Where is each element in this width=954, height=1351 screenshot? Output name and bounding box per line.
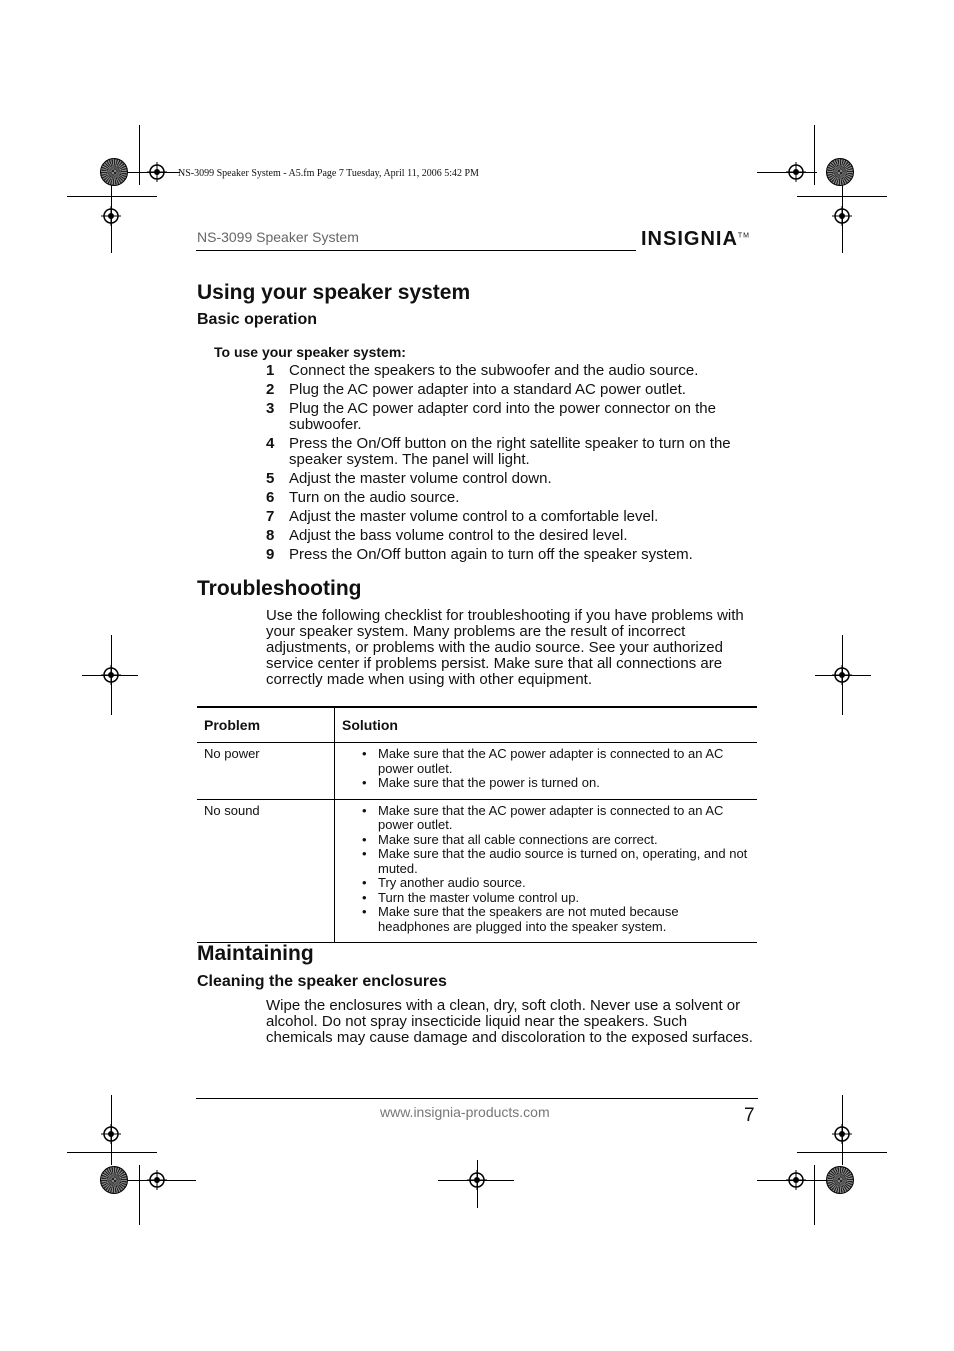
table-row bbox=[197, 799, 757, 943]
registration-crosshair-icon bbox=[786, 1170, 806, 1190]
registration-crosshair-icon bbox=[101, 206, 121, 226]
section-title-maintaining: Maintaining bbox=[197, 942, 314, 965]
color-target-icon bbox=[826, 158, 854, 186]
registration-crosshair-icon bbox=[832, 1124, 852, 1144]
step-text: Connect the speakers to the subwoofer and the audio source. bbox=[289, 362, 699, 379]
step-number: 1 bbox=[266, 362, 275, 379]
solution-cell bbox=[335, 799, 758, 943]
color-target-icon bbox=[100, 1166, 128, 1194]
logo-text: INSIGNIA bbox=[641, 228, 738, 250]
step-text: Adjust the master volume control to a comfortable level. bbox=[289, 508, 659, 525]
solution-item: • Make sure that all cable connections are correct. bbox=[362, 833, 750, 848]
subsection-title-basic-operation: Basic operation bbox=[197, 311, 318, 328]
solution-item: • Turn the master volume control up. bbox=[362, 891, 750, 906]
table-header-row bbox=[197, 707, 757, 743]
step-text: Adjust the master volume control down. bbox=[289, 470, 552, 487]
step-item bbox=[266, 547, 758, 563]
registration-crosshair-icon bbox=[832, 206, 852, 226]
subsection-title-cleaning: Cleaning the speaker enclosures bbox=[197, 973, 447, 990]
solution-item: • Try another audio source. bbox=[362, 876, 750, 891]
registration-crosshair-icon bbox=[101, 665, 121, 685]
step-text: Press the On/Off button on the right satellite speaker to turn on the speaker system. The panel will light. bbox=[289, 435, 731, 468]
column-header-problem: Problem bbox=[197, 707, 335, 743]
step-item bbox=[266, 509, 758, 525]
maintaining-body: Wipe the enclosures with a clean, dry, soft cloth. Never use a solvent or alcohol. Do not spray insecticide liquid near the speakers. Such chemicals may cause damage and discoloration to the exposed surfaces. bbox=[266, 997, 753, 1046]
table-row bbox=[197, 743, 757, 800]
step-text: Plug the AC power adapter cord into the power connector on the subwoofer. bbox=[289, 400, 716, 433]
solution-item: • Make sure that the AC power adapter is connected to an AC power outlet. bbox=[362, 804, 750, 833]
procedure-title: To use your speaker system: bbox=[214, 344, 406, 360]
step-item bbox=[266, 471, 758, 487]
step-text: Press the On/Off button again to turn off the speaker system. bbox=[289, 546, 693, 563]
steps-list bbox=[266, 363, 758, 566]
solution-item: • Make sure that the AC power adapter is connected to an AC power outlet. bbox=[362, 747, 750, 776]
registration-crosshair-icon bbox=[467, 1170, 487, 1190]
step-item bbox=[266, 363, 758, 379]
running-header-title: NS-3099 Speaker System bbox=[197, 229, 359, 245]
problem-cell: No sound bbox=[197, 799, 335, 943]
section-title-troubleshooting: Troubleshooting bbox=[197, 577, 362, 600]
solution-cell bbox=[335, 743, 758, 800]
solution-list bbox=[342, 804, 750, 935]
problem-cell: No power bbox=[197, 743, 335, 800]
step-number: 9 bbox=[266, 546, 275, 563]
page-number: 7 bbox=[744, 1105, 755, 1126]
step-number: 8 bbox=[266, 527, 275, 544]
column-header-solution: Solution bbox=[335, 707, 758, 743]
solution-item: • Make sure that the power is turned on. bbox=[362, 776, 750, 791]
step-text: Adjust the bass volume control to the desired level. bbox=[289, 527, 628, 544]
step-text: Turn on the audio source. bbox=[289, 489, 460, 506]
registration-crosshair-icon bbox=[786, 162, 806, 182]
troubleshooting-table bbox=[197, 706, 757, 943]
step-number: 3 bbox=[266, 400, 275, 417]
step-item bbox=[266, 401, 758, 433]
insignia-logo bbox=[641, 228, 750, 251]
footer-rule bbox=[196, 1098, 758, 1099]
print-slug: NS-3099 Speaker System - A5.fm Page 7 Tuesday, April 11, 2006 5:42 PM bbox=[178, 168, 479, 179]
step-item bbox=[266, 528, 758, 544]
registration-crosshair-icon bbox=[832, 665, 852, 685]
solution-list bbox=[342, 747, 750, 791]
color-target-icon bbox=[826, 1166, 854, 1194]
step-item bbox=[266, 436, 758, 468]
registration-crosshair-icon bbox=[147, 162, 167, 182]
step-item bbox=[266, 382, 758, 398]
step-number: 4 bbox=[266, 435, 275, 452]
solution-item: • Make sure that the speakers are not muted because headphones are plugged into the speaker system. bbox=[362, 905, 750, 934]
footer-url: www.insignia-products.com bbox=[380, 1104, 550, 1120]
step-number: 6 bbox=[266, 489, 275, 506]
step-number: 5 bbox=[266, 470, 275, 487]
registration-crosshair-icon bbox=[101, 1124, 121, 1144]
step-number: 7 bbox=[266, 508, 275, 525]
section-title-using: Using your speaker system bbox=[197, 281, 471, 304]
step-text: Plug the AC power adapter into a standard AC power outlet. bbox=[289, 381, 686, 398]
solution-item: • Make sure that the audio source is turned on, operating, and not muted. bbox=[362, 847, 750, 876]
header-rule bbox=[196, 250, 636, 251]
step-number: 2 bbox=[266, 381, 275, 398]
step-item bbox=[266, 490, 758, 506]
color-target-icon bbox=[100, 158, 128, 186]
logo-trademark: TM bbox=[737, 232, 751, 240]
troubleshooting-intro: Use the following checklist for troubleshooting if you have problems with your speaker system. Many problems are the result of incorrect adjustments, or problems with the audio source. See your authorized service center if problems persist. Make sure that all connections are correctly made when using with other equipment. bbox=[266, 607, 744, 688]
registration-crosshair-icon bbox=[147, 1170, 167, 1190]
